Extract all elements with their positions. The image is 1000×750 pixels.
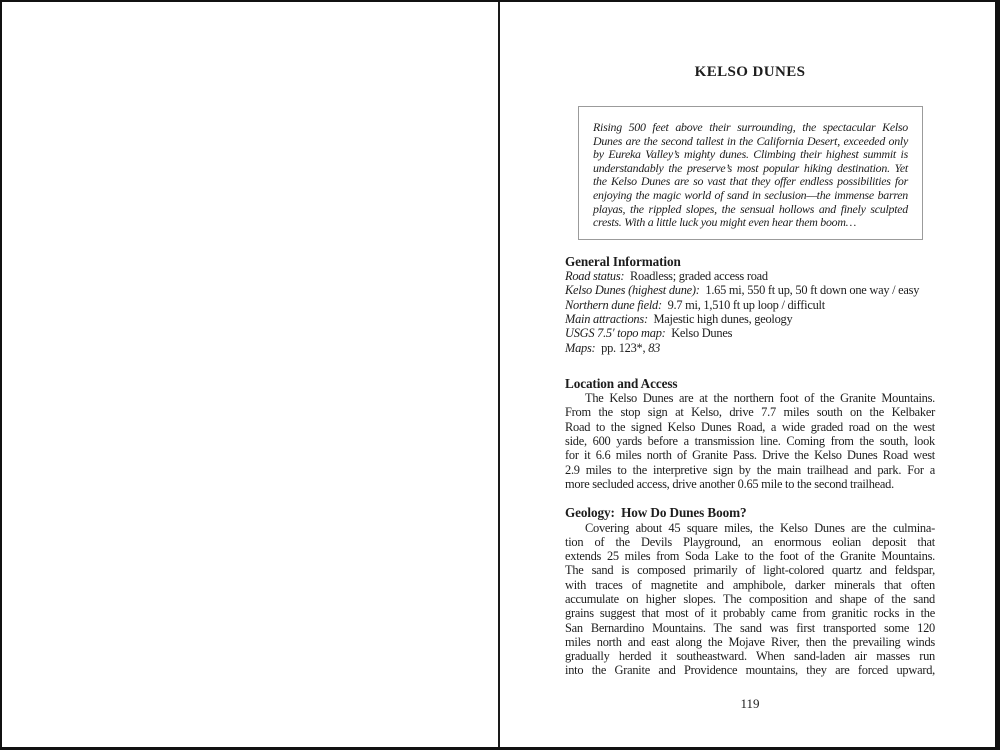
info-value: Roadless; graded access road xyxy=(624,269,768,284)
info-label: Northern dune field: xyxy=(565,297,662,312)
info-value: pp. 123*, xyxy=(595,340,649,355)
info-label: Road status: xyxy=(565,269,625,284)
page-right xyxy=(500,0,1000,750)
info-line xyxy=(565,269,935,283)
info-value: Kelso Dunes xyxy=(665,326,733,341)
page-number: 119 xyxy=(740,696,760,711)
info-label: USGS 7.5′ topo map: xyxy=(565,326,666,341)
paragraph-line: gradually herded it southeastward. When sand-laden air masses run xyxy=(565,649,935,664)
info-line xyxy=(565,326,935,340)
sections-container xyxy=(565,255,935,678)
info-line xyxy=(565,312,935,326)
info-line xyxy=(565,283,935,297)
info-label: 83 xyxy=(648,340,661,355)
paragraph-line: The sand is composed primarily of light-colored quartz and feldspar, xyxy=(565,563,935,578)
paragraph-line: with traces of magnetite and amphibole, darker minerals that often xyxy=(565,577,935,592)
info-value: 9.7 mi, 1,510 ft up loop / difficult xyxy=(661,297,825,312)
intro-box-line: Rising 500 feet above their surrounding, the spectacular Kelso xyxy=(593,120,908,134)
info-value: 1.65 mi, 550 ft up, 50 ft down one way / easy xyxy=(699,283,920,298)
paragraph-line: Road to the signed Kelso Dunes Road, a wide graded road on the west xyxy=(565,419,935,434)
paragraph-line: for it 6.6 miles north of Granite Pass. Drive the Kelso Dunes Road west xyxy=(565,448,935,463)
info-line xyxy=(565,298,935,312)
paragraph-line: San Bernardino Mountains. The sand was first transported some 120 xyxy=(565,620,935,635)
paragraph-line: side, 600 yards before a transmission line. Coming from the south, look xyxy=(565,434,935,449)
section-heading-location-and-access: Location and Access xyxy=(565,375,678,391)
intro-box-line: crests. With a little luck you might even hear them boom… xyxy=(593,215,857,230)
info-label: Kelso Dunes (highest dune): xyxy=(565,283,700,298)
intro-box-line: playas, the rippled slopes, the sensual hollows and finely sculpted xyxy=(593,201,908,216)
intro-box-line: Dunes are the second tallest in the California Desert, exceeded only xyxy=(593,133,908,148)
intro-box-line: understandably the preserve’s most popular hiking destination. Yet xyxy=(593,160,908,175)
paragraph-line: miles north and east along the Mojave River, then the prevailing winds xyxy=(565,634,935,649)
info-label: Maps: xyxy=(565,340,596,355)
info-line xyxy=(565,341,935,355)
section-geology-how-do-dunes-boom xyxy=(565,506,935,678)
paragraph-line: Covering about 45 square miles, the Kelso Dunes are the culmina- xyxy=(585,520,935,535)
page-left-blank xyxy=(0,0,498,750)
paragraph-line: 2.9 miles to the interpretive sign by the main trailhead and park. For a xyxy=(565,462,935,477)
paragraph-line: more secluded access, drive another 0.65 mile to the second trailhead. xyxy=(565,476,894,491)
info-value: Majestic high dunes, geology xyxy=(647,311,793,326)
section-heading-general-information: General Information xyxy=(565,253,681,269)
section-general-information xyxy=(565,255,935,355)
intro-box xyxy=(578,106,923,240)
paragraph-line: into the Granite and Providence mountains, they are forced upward, xyxy=(565,663,935,678)
section-location-and-access xyxy=(565,377,935,491)
intro-box-line: by Eureka Valley’s mighty dunes. Climbing their highest summit is xyxy=(593,147,908,162)
paragraph-line: From the stop sign at Kelso, drive 7.7 miles south on the Kelbaker xyxy=(565,405,935,420)
paragraph-line: tion of the Devils Playground, an enormous eolian deposit that xyxy=(565,534,935,549)
section-heading-geology-how-do-dunes-boom: Geology: How Do Dunes Boom? xyxy=(565,505,747,521)
info-label: Main attractions: xyxy=(565,311,648,326)
paragraph-line: extends 25 miles from Soda Lake to the foot of the Granite Mountains. xyxy=(565,549,935,564)
page-title: KELSO DUNES xyxy=(694,64,806,80)
paragraph-line: The Kelso Dunes are at the northern foot of the Granite Mountains. xyxy=(585,391,935,406)
intro-box-line: enjoying the magic world of sand in seclusion—the immense barren xyxy=(593,187,908,202)
text-column xyxy=(565,0,935,678)
intro-box-line: the Kelso Dunes are so vast that they offer endless possibilities for xyxy=(593,174,908,189)
paragraph-line: accumulate on higher slopes. The composition and shape of the sand xyxy=(565,591,935,606)
paragraph-line: grains suggest that most of it probably came from granitic rocks in the xyxy=(565,606,935,621)
